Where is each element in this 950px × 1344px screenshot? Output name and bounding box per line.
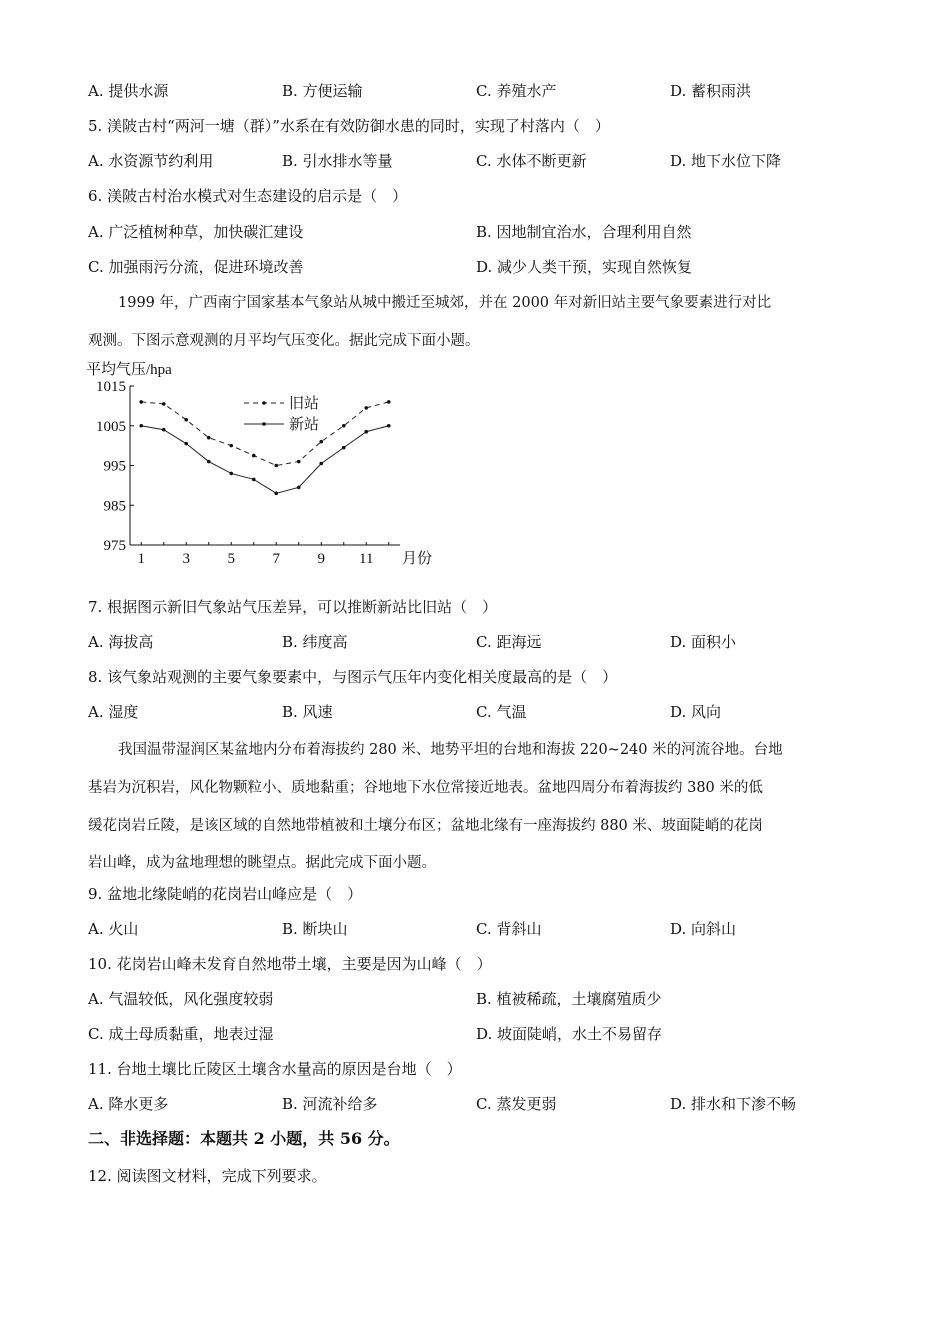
q6-option-c: C. 加强雨污分流，促进环境改善 bbox=[88, 258, 304, 276]
series-line-1 bbox=[141, 426, 389, 494]
q11-option-b: B. 河流补给多 bbox=[282, 1095, 378, 1113]
q6-option-a: A. 广泛植树种草，加快碳汇建设 bbox=[88, 223, 304, 241]
q9-option-d: D. 向斜山 bbox=[670, 920, 737, 938]
q5-stem: 5. 渼陂古村“两河一塘（群）”水系在有效防御水患的同时，实现了村落内（ ） bbox=[88, 117, 610, 135]
q11-option-a: A. 降水更多 bbox=[88, 1095, 169, 1113]
data-point bbox=[342, 446, 346, 450]
q10-option-b: B. 植被稀疏，土壤腐殖质少 bbox=[476, 990, 662, 1008]
x-tick-label: 3 bbox=[182, 551, 190, 567]
q9-option-c: C. 背斜山 bbox=[476, 920, 542, 938]
q8-stem: 8. 该气象站观测的主要气象要素中，与图示气压年内变化相关度最高的是（ ） bbox=[88, 668, 618, 686]
y-tick-label: 995 bbox=[103, 458, 126, 475]
q11-option-d: D. 排水和下渗不畅 bbox=[670, 1095, 797, 1113]
data-point bbox=[139, 400, 143, 404]
data-point bbox=[364, 430, 368, 434]
series-line-0 bbox=[141, 402, 389, 466]
passage1-line1: 1999 年，广西南宁国家基本气象站从城中搬迁至城郊，并在 2000 年对新旧站主要气象要素进行对比 bbox=[118, 295, 772, 311]
q8-option-c: C. 气温 bbox=[476, 703, 527, 721]
data-point bbox=[319, 440, 323, 444]
data-point bbox=[387, 424, 391, 428]
q9-option-a: A. 火山 bbox=[88, 920, 139, 938]
q9-stem: 9. 盆地北缘陡峭的花岗岩山峰应是（ ） bbox=[88, 885, 363, 903]
data-point bbox=[364, 406, 368, 410]
y-tick-label: 1015 bbox=[96, 379, 126, 395]
y-tick-label: 985 bbox=[103, 498, 126, 515]
q4-option-c: C. 养殖水产 bbox=[476, 82, 557, 100]
data-point bbox=[252, 478, 256, 482]
data-point bbox=[387, 400, 391, 404]
data-point bbox=[207, 460, 211, 464]
data-point bbox=[162, 428, 166, 432]
q5-option-a: A. 水资源节约利用 bbox=[88, 152, 214, 170]
passage2-line2: 基岩为沉积岩，风化物颗粒小、质地黏重；谷地地下水位常接近地表。盆地四周分布着海拔约 380 米的低 bbox=[88, 780, 763, 796]
passage2-line4: 岩山峰，成为盆地理想的眺望点。据此完成下面小题。 bbox=[88, 855, 436, 871]
q10-option-c: C. 成土母质黏重，地表过湿 bbox=[88, 1025, 274, 1043]
data-point bbox=[319, 462, 323, 466]
q4-option-a: A. 提供水源 bbox=[88, 82, 169, 100]
legend-marker bbox=[262, 401, 266, 405]
q7-option-c: C. 距海远 bbox=[476, 633, 542, 651]
data-point bbox=[342, 424, 346, 428]
legend-label: 旧站 bbox=[289, 396, 320, 412]
data-point bbox=[162, 402, 166, 406]
q11-stem: 11. 台地土壤比丘陵区土壤含水量高的原因是台地（ ） bbox=[88, 1060, 462, 1078]
q8-option-a: A. 湿度 bbox=[88, 703, 139, 721]
q10-option-a: A. 气温较低，风化强度较弱 bbox=[88, 990, 274, 1008]
data-point bbox=[229, 444, 233, 448]
data-point bbox=[207, 436, 211, 440]
q10-stem: 10. 花岗岩山峰未发育自然地带土壤，主要是因为山峰（ ） bbox=[88, 955, 492, 973]
q6-option-b: B. 因地制宜治水，合理利用自然 bbox=[476, 223, 692, 241]
x-tick-label: 1 bbox=[137, 551, 145, 567]
q10-option-d: D. 坡面陡峭，水土不易留存 bbox=[476, 1025, 663, 1043]
q4-option-d: D. 蓄积雨洪 bbox=[670, 82, 752, 100]
x-tick-label: 11 bbox=[359, 551, 374, 567]
q6-stem: 6. 渼陂古村治水模式对生态建设的启示是（ ） bbox=[88, 187, 408, 205]
data-point bbox=[274, 492, 278, 496]
data-point bbox=[139, 424, 143, 428]
q9-option-b: B. 断块山 bbox=[282, 920, 348, 938]
x-tick-label: 5 bbox=[227, 551, 235, 567]
pressure-line-chart bbox=[82, 356, 452, 571]
data-point bbox=[297, 460, 301, 464]
passage2-line1: 我国温带湿润区某盆地内分布着海拔约 280 米、地势平坦的台地和海拔 220~240 米的河流谷地。台地 bbox=[118, 742, 783, 758]
q12-stem: 12. 阅读图文材料，完成下列要求。 bbox=[88, 1167, 327, 1185]
data-point bbox=[184, 418, 188, 422]
x-tick-label: 7 bbox=[272, 551, 280, 567]
y-tick-label: 975 bbox=[103, 538, 126, 554]
q11-option-c: C. 蒸发更弱 bbox=[476, 1095, 557, 1113]
section-2-heading: 二、非选择题：本题共 2 小题，共 56 分。 bbox=[88, 1129, 400, 1148]
q6-option-d: D. 减少人类干预，实现自然恢复 bbox=[476, 258, 693, 276]
data-point bbox=[184, 442, 188, 446]
data-point bbox=[297, 486, 301, 490]
q7-option-a: A. 海拔高 bbox=[88, 633, 154, 651]
data-point bbox=[252, 454, 256, 458]
q8-option-b: B. 风速 bbox=[282, 703, 333, 721]
y-tick-label: 1005 bbox=[96, 418, 126, 435]
y-axis-title: 平均气压/hpa bbox=[86, 362, 172, 378]
q8-option-d: D. 风向 bbox=[670, 703, 722, 721]
q4-option-b: B. 方便运输 bbox=[282, 82, 363, 100]
q7-stem: 7. 根据图示新旧气象站气压差异，可以推断新站比旧站（ ） bbox=[88, 598, 498, 616]
q7-option-b: B. 纬度高 bbox=[282, 633, 348, 651]
legend-marker bbox=[262, 422, 266, 426]
legend-label: 新站 bbox=[289, 417, 320, 433]
x-tick-label: 9 bbox=[317, 551, 325, 567]
q5-option-d: D. 地下水位下降 bbox=[670, 152, 782, 170]
q5-option-c: C. 水体不断更新 bbox=[476, 152, 587, 170]
data-point bbox=[229, 472, 233, 476]
passage1-line2: 观测。下图示意观测的月平均气压变化。据此完成下面小题。 bbox=[88, 333, 480, 349]
passage2-line3: 缓花岗岩丘陵，是该区域的自然地带植被和土壤分布区；盆地北缘有一座海拔约 880 米、坡面陡峭的花岗 bbox=[88, 818, 763, 834]
q7-option-d: D. 面积小 bbox=[670, 633, 737, 651]
q5-option-b: B. 引水排水等量 bbox=[282, 152, 393, 170]
data-point bbox=[274, 464, 278, 468]
x-axis-title: 月份 bbox=[402, 551, 433, 567]
